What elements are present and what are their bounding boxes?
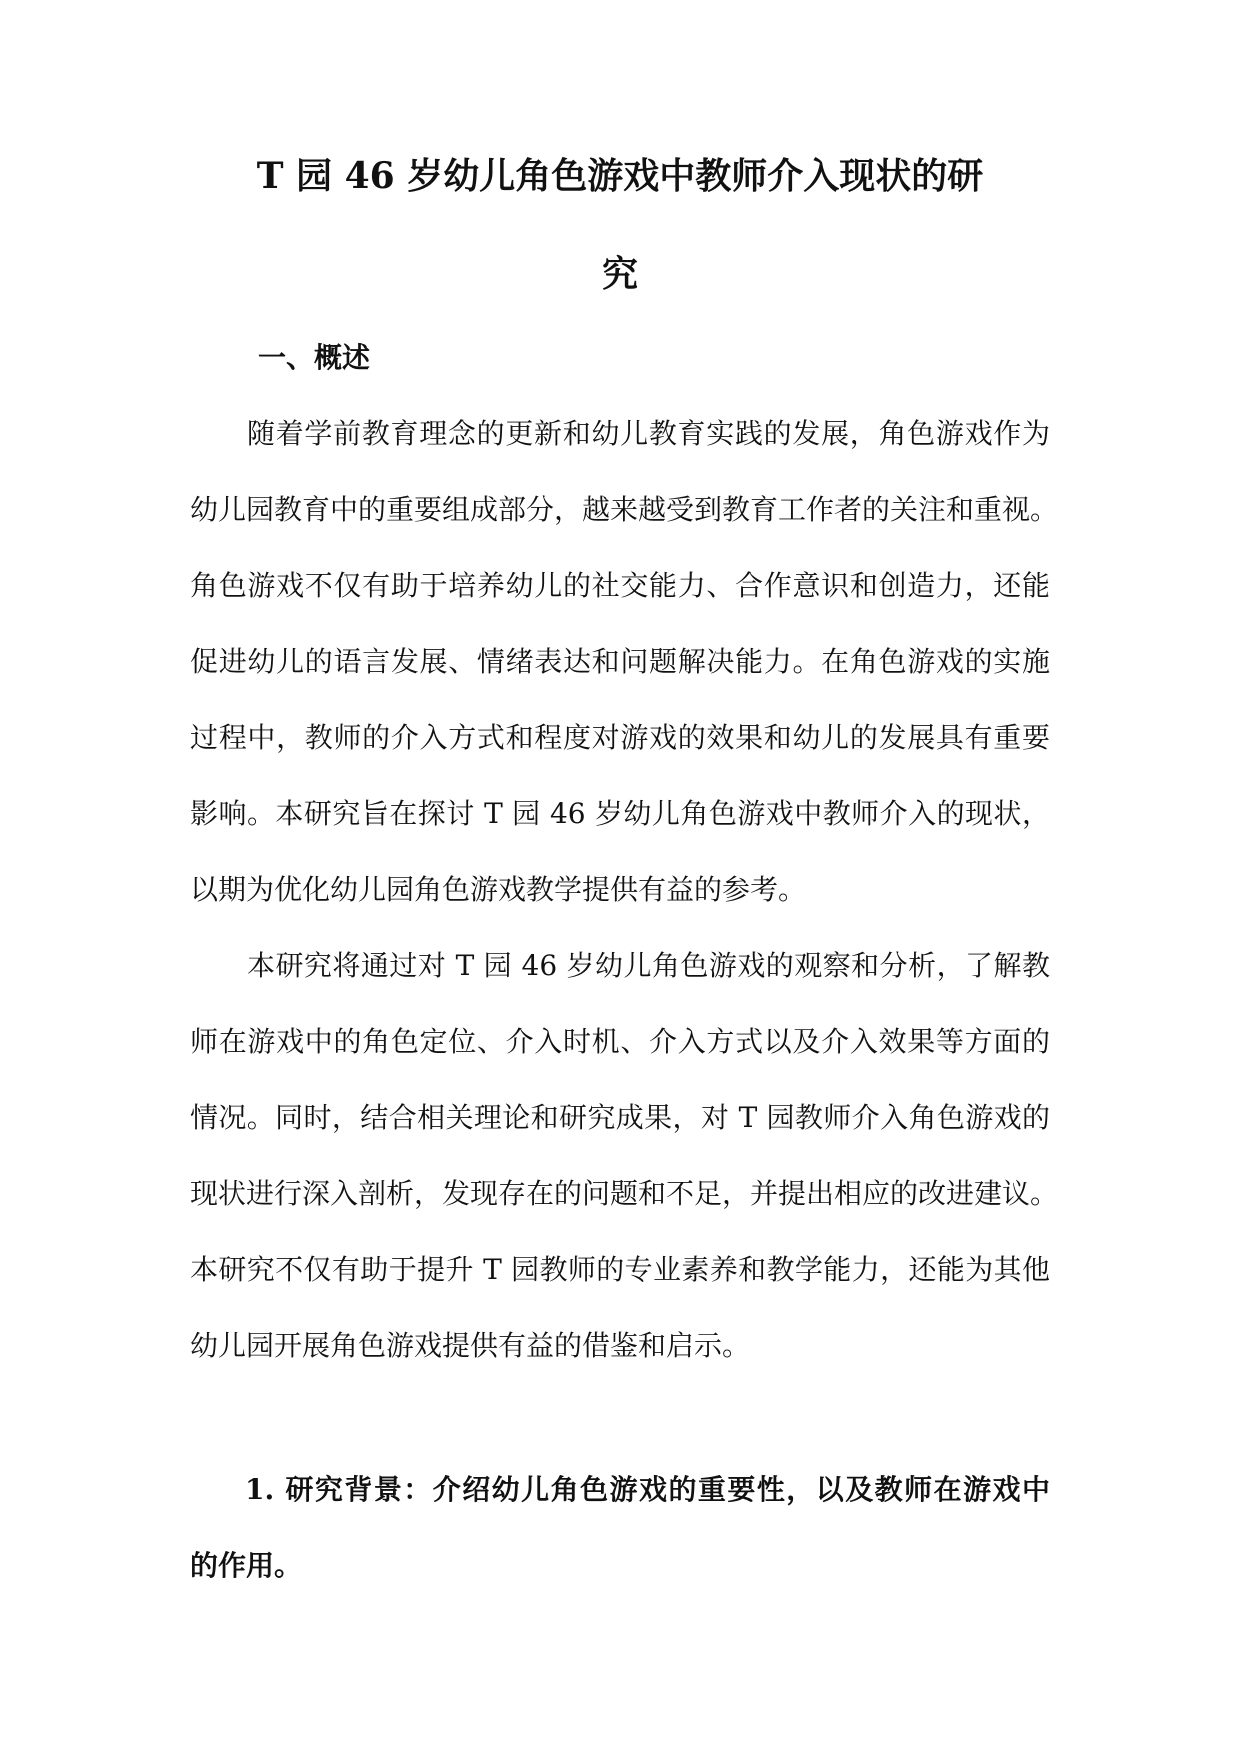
paragraph-2-line-5: 本研究不仅有助于提升 T 园教师的专业素养和教学能力，还能为其他	[190, 1253, 1050, 1286]
subheading-research-background-line-1: 1. 研究背景：介绍幼儿角色游戏的重要性，以及教师在游戏中	[245, 1473, 1050, 1506]
paragraph-2-line-6: 幼儿园开展角色游戏提供有益的借鉴和启示。	[190, 1329, 751, 1362]
subheading-research-background-line-2: 的作用。	[190, 1549, 303, 1582]
paragraph-2-line-3: 情况。同时，结合相关理论和研究成果，对 T 园教师介入角色游戏的	[190, 1101, 1050, 1134]
paragraph-1-line-3: 角色游戏不仅有助于培养幼儿的社交能力、合作意识和创造力，还能	[190, 569, 1050, 602]
paragraph-2-line-1: 本研究将通过对 T 园 46 岁幼儿角色游戏的观察和分析，了解教	[247, 949, 1050, 982]
document-title-line-1: T 园 46 岁幼儿角色游戏中教师介入现状的研	[256, 155, 984, 197]
paragraph-1-line-5: 过程中，教师的介入方式和程度对游戏的效果和幼儿的发展具有重要	[190, 721, 1050, 754]
paragraph-1-line-2: 幼儿园教育中的重要组成部分，越来越受到教育工作者的关注和重视。	[190, 493, 1059, 526]
paragraph-2-line-2: 师在游戏中的角色定位、介入时机、介入方式以及介入效果等方面的	[190, 1025, 1050, 1058]
paragraph-1-line-6: 影响。本研究旨在探讨 T 园 46 岁幼儿角色游戏中教师介入的现状，	[190, 797, 1050, 830]
paragraph-2-line-4: 现状进行深入剖析，发现存在的问题和不足，并提出相应的改进建议。	[190, 1177, 1059, 1210]
paragraph-1-line-1: 随着学前教育理念的更新和幼儿教育实践的发展，角色游戏作为	[247, 417, 1050, 450]
paragraph-1-line-4: 促进幼儿的语言发展、情绪表达和问题解决能力。在角色游戏的实施	[190, 645, 1050, 678]
document-title-line-2: 究	[601, 253, 638, 295]
paragraph-1-line-7: 以期为优化幼儿园角色游戏教学提供有益的参考。	[190, 873, 807, 906]
section-heading-overview: 一、概述	[258, 341, 371, 374]
